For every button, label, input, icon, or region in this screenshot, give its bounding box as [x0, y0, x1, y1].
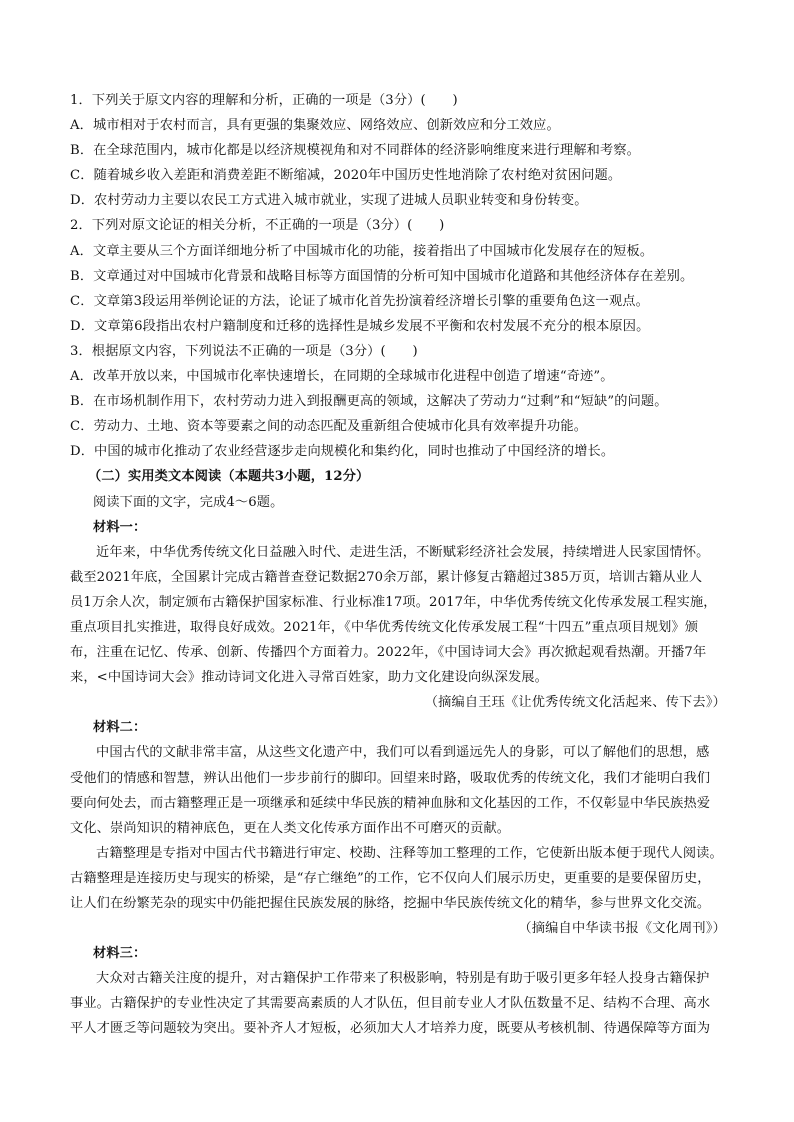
text-line: 近年来，中华优秀传统文化日益融入时代、走进生活，不断赋彩经济社会发展，持续增进人民家国情怀。	[96, 544, 710, 560]
material-2	[70, 715, 730, 941]
text-line: 让人们在纷繁芜杂的现实中仍能把握住民族发展的脉络，挖掘中华民族传统文化的精华，参与世界文化交流。	[70, 896, 711, 911]
text-line: 布，注重在记忆、传承、创新、传播四个方面着力。2022年，《中国诗词大会》再次掀起观看热潮。开播7年	[70, 645, 707, 661]
material-3	[70, 941, 730, 1041]
material-source: （摘编自中华读书报《文化周刊》）	[518, 921, 726, 937]
option-c: C．劳动力、土地、资本等要素之间的动态匹配及重新组合使城市化具有效率提升功能。	[70, 419, 588, 435]
text-line: 古籍整理是连接历史与现实的桥梁，是“存亡继绝”的工作，它不仅向人们展示历史，更重要的是要保留历史，	[70, 870, 711, 886]
text-line: 来，<中国诗词大会》推动诗词文化进入寻常百姓家，助力文化建设向纵深发展。	[70, 670, 549, 686]
paragraph	[70, 740, 730, 840]
text-line: 大众对古籍关注度的提升，对古籍保护工作带来了积极影响，特别是有助于吸引更多年轻人投身古籍保护	[96, 971, 710, 987]
option-d: D．中国的城市化推动了农业经营逐步走向规模化和集约化，同时也推动了中国经济的增长。	[70, 444, 615, 460]
material-title: 材料一：	[93, 519, 147, 535]
text-line: 文化、崇尚知识的精神底色，更在人类文化传承方面作出不可磨灭的贡献。	[70, 820, 511, 836]
text-line: 受他们的情感和智慧，辨认出他们一步步前行的脚印。回望来时路，吸取优秀的传统文化，我们才能明白我们	[70, 770, 711, 786]
exam-page	[70, 88, 730, 1042]
material-title: 材料三：	[93, 946, 147, 962]
option-b: B．在市场机制作用下，农村劳动力进入到报酬更高的领域，这解决了劳动力“过剩”和“短缺”的问题。	[70, 394, 668, 410]
material-source: （摘编自王珏《让优秀传统文化活起来、传下去》）	[424, 695, 726, 711]
material-title: 材料二：	[93, 720, 147, 736]
question-stem: 3．根据原文内容，下列说法不正确的一项是（3分）( )	[70, 343, 418, 359]
option-d: D．农村劳动力主要以农民工方式进入城市就业，实现了进城人员职业转变和身份转变。	[70, 193, 588, 209]
option-d: D．文章第6段指出农村户籍制度和迁移的选择性是城乡发展不平衡和农村发展不充分的根本原因。	[70, 318, 650, 334]
question-3	[70, 339, 730, 464]
text-line: 员1万余人次，制定颁布古籍保护国家标准、行业标准17项。2017年，中华优秀传统文化传承发展工程实施，	[70, 594, 717, 610]
option-c: C．文章第3段运用举例论证的方法，论证了城市化首先扮演着经济增长引擎的重要角色这一观点。	[70, 293, 649, 309]
section-instruction: 阅读下面的文字，完成4～6题。	[93, 494, 284, 510]
text-line: 事业。古籍保护的专业性决定了其需要高素质的人才队伍，但目前专业人才队伍数量不足、结构不合理、高水	[70, 996, 711, 1012]
text-line: 平人才匮乏等问题较为突出。要补齐人才短板，必须加大人才培养力度，既要从考核机制、待遇保障等方面为	[70, 1021, 711, 1037]
text-line: 古籍整理是专指对中国古代书籍进行审定、校勘、注释等加工整理的工作，它使新出版本便于现代人阅读。	[96, 845, 723, 861]
paragraph	[70, 540, 730, 691]
option-c: C．随着城乡收入差距和消费差距不断缩减，2020年中国历史性地消除了农村绝对贫困问题。	[70, 168, 622, 184]
option-b: B．文章通过对中国城市化背景和战略目标等方面国情的分析可知中国城市化道路和其他经济体存在差别。	[70, 268, 694, 284]
text-line: 中国古代的文献非常丰富，从这些文化遗产中，我们可以看到遥远先人的身影，可以了解他们的思想，感	[96, 745, 710, 761]
text-line: 截至2021年底，全国累计完成古籍普查登记数据270余万部，累计修复古籍超过385万页，培训古籍从业人	[70, 569, 703, 585]
option-b: B．在全球范围内，城市化都是以经济规模视角和对不同群体的经济影响维度来进行理解和考察。	[70, 143, 641, 159]
question-stem: 2．下列对原文论证的相关分析，不正确的一项是（3分）( )	[70, 218, 445, 234]
section-title: （二）实用类文本阅读（本题共3小题，12分）	[88, 469, 370, 485]
paragraph	[70, 966, 730, 1041]
question-1	[70, 88, 730, 213]
text-line: 要向何处去，而古籍整理正是一项继承和延续中华民族的精神血脉和文化基因的工作，不仅彰显中华民族热爱	[70, 795, 711, 811]
option-a: A．文章主要从三个方面详细地分析了中国城市化的功能，接着指出了中国城市化发展存在的短板。	[70, 243, 654, 259]
option-a: A．城市相对于农村而言，具有更强的集聚效应、网络效应、创新效应和分工效应。	[70, 118, 560, 134]
question-stem: 1．下列关于原文内容的理解和分析，正确的一项是（3分）( )	[70, 93, 458, 108]
paragraph	[70, 841, 730, 916]
text-line: 重点项目扎实推进，取得良好成效。2021年，《中华优秀传统文化传承发展工程“十四五”重点项目规划》颁	[70, 619, 699, 635]
question-2	[70, 213, 730, 338]
option-a: A．改革开放以来，中国城市化率快速增长，在同期的全球城市化进程中创造了增速“奇迹”。	[70, 369, 614, 385]
material-1	[70, 515, 730, 716]
